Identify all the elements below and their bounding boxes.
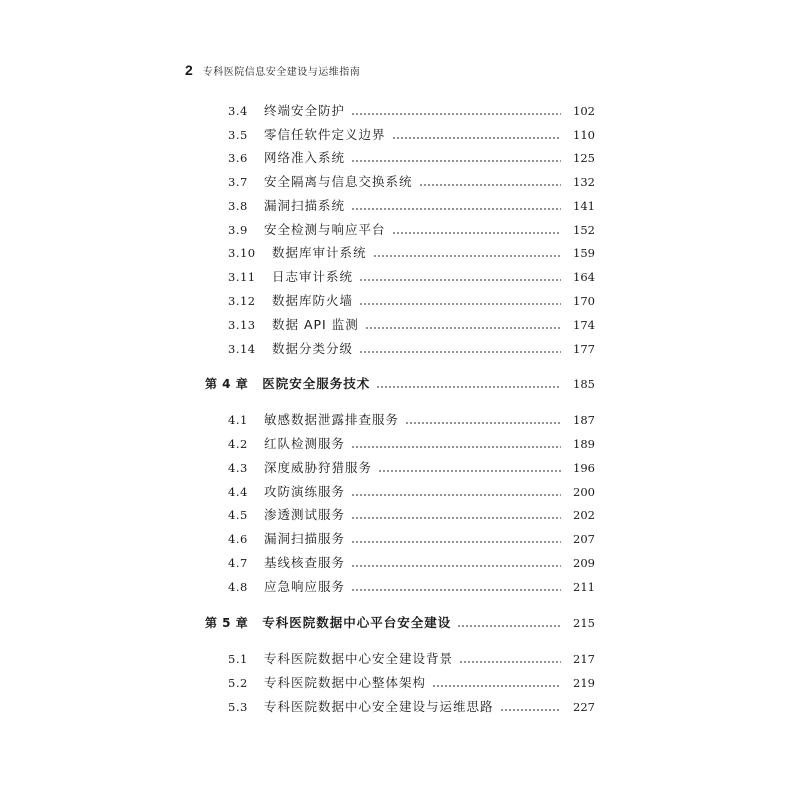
toc-entry-number: 4.3 — [228, 461, 248, 475]
running-title: 专科医院信息安全建设与运维指南 — [202, 67, 361, 78]
toc-entry-number: 4.5 — [228, 508, 248, 522]
toc-entry-number: 4.6 — [228, 532, 248, 546]
dot-leader — [359, 279, 561, 281]
toc-section-entry[interactable] — [228, 458, 595, 478]
toc-entry-page: 211 — [573, 580, 595, 594]
toc-entry-number: 4.2 — [228, 437, 248, 451]
toc-section-entry[interactable] — [228, 339, 595, 359]
toc-entry-number: 4.8 — [228, 580, 248, 594]
toc-section-entry[interactable] — [228, 673, 595, 693]
toc-entry-page: 217 — [573, 652, 595, 666]
toc-entry-page: 215 — [573, 616, 595, 630]
dot-leader — [459, 661, 561, 663]
toc-entry-title: 敏感数据泄露排查服务 — [264, 412, 400, 427]
toc-entry-title: 数据 API 监测 — [272, 317, 359, 332]
toc-entry-page: 102 — [573, 104, 595, 118]
toc-entry-number: 4.4 — [228, 485, 248, 499]
toc-section-entry[interactable] — [228, 220, 595, 240]
dot-leader — [351, 208, 561, 210]
toc-section-entry[interactable] — [228, 125, 595, 145]
toc-section-entry[interactable] — [228, 505, 595, 525]
toc-section-entry[interactable] — [228, 577, 595, 597]
dot-leader — [351, 517, 561, 519]
toc-section-entry[interactable] — [228, 434, 595, 454]
toc-entry-page: 187 — [573, 413, 595, 427]
toc-entry-title: 基线核查服务 — [264, 555, 346, 570]
toc-entry-title: 专科医院数据中心安全建设与运维思路 — [264, 699, 494, 714]
page-number: 2 — [185, 62, 193, 78]
toc-entry-page: 207 — [573, 532, 595, 546]
toc-entry-number: 3.14 — [228, 342, 256, 356]
toc-entry-title: 数据库防火墙 — [272, 293, 354, 308]
toc-entry-page: 159 — [573, 246, 595, 260]
toc-entry-number: 3.11 — [228, 270, 256, 284]
toc-entry-number: 3.6 — [228, 151, 248, 165]
dot-leader — [359, 351, 561, 353]
toc-entry-page: 174 — [573, 318, 595, 332]
toc-entry-title: 红队检测服务 — [264, 436, 346, 451]
toc-entry-title: 网络准入系统 — [264, 150, 346, 165]
toc-entry-title: 专科医院数据中心安全建设背景 — [264, 651, 454, 666]
toc-entry-title: 医院安全服务技术 — [262, 376, 371, 391]
toc-entry-number: 3.8 — [228, 199, 248, 213]
toc-entry-page: 152 — [573, 223, 595, 237]
toc-entry-title: 应急响应服务 — [264, 579, 346, 594]
toc-section-entry[interactable] — [228, 172, 595, 192]
toc-entry-title: 零信任软件定义边界 — [264, 127, 386, 142]
toc-section-entry[interactable] — [228, 148, 595, 168]
toc-entry-title: 安全检测与响应平台 — [264, 222, 386, 237]
toc-entry-number: 第 5 章 — [205, 616, 249, 630]
toc-section-entry[interactable] — [228, 482, 595, 502]
toc-section-entry[interactable] — [228, 101, 595, 121]
toc-section-entry[interactable] — [228, 697, 595, 717]
dot-leader — [419, 184, 561, 186]
toc-section-entry[interactable] — [228, 243, 595, 263]
dot-leader — [365, 327, 561, 329]
toc-chapter-entry[interactable] — [205, 374, 595, 394]
toc-entry-page: 227 — [573, 700, 595, 714]
toc-entry-number: 5.3 — [228, 700, 248, 714]
dot-leader — [432, 685, 561, 687]
toc-entry-page: 189 — [573, 437, 595, 451]
dot-leader — [351, 565, 561, 567]
dot-leader — [376, 386, 561, 388]
toc-entry-page: 219 — [573, 676, 595, 690]
toc-entry-title: 渗透测试服务 — [264, 507, 346, 522]
toc-section-entry[interactable] — [228, 267, 595, 287]
dot-leader — [392, 232, 561, 234]
toc-entry-number: 4.1 — [228, 413, 248, 427]
toc-section-entry[interactable] — [228, 315, 595, 335]
toc-entry-number: 3.13 — [228, 318, 256, 332]
toc-entry-page: 141 — [573, 199, 595, 213]
toc-section-entry[interactable] — [228, 553, 595, 573]
toc-section-entry[interactable] — [228, 196, 595, 216]
dot-leader — [351, 589, 561, 591]
toc-entry-page: 209 — [573, 556, 595, 570]
dot-leader — [405, 422, 561, 424]
toc-entry-title: 数据库审计系统 — [272, 245, 367, 260]
toc-entry-number: 3.10 — [228, 246, 256, 260]
toc-entry-title: 专科医院数据中心平台安全建设 — [262, 615, 452, 630]
toc-entry-number: 3.5 — [228, 128, 248, 142]
toc-entry-page: 170 — [573, 294, 595, 308]
toc-entry-page: 196 — [573, 461, 595, 475]
toc-section-entry[interactable] — [228, 529, 595, 549]
dot-leader — [500, 709, 561, 711]
toc-entry-page: 200 — [573, 485, 595, 499]
dot-leader — [351, 494, 561, 496]
toc-section-entry[interactable] — [228, 649, 595, 669]
toc-section-entry[interactable] — [228, 291, 595, 311]
toc-chapter-entry[interactable] — [205, 613, 595, 633]
dot-leader — [351, 446, 561, 448]
toc-section-entry[interactable] — [228, 410, 595, 430]
toc-entry-page: 125 — [573, 151, 595, 165]
toc-entry-number: 4.7 — [228, 556, 248, 570]
toc-entry-title: 漏洞扫描服务 — [264, 531, 346, 546]
dot-leader — [457, 625, 561, 627]
toc-entry-title: 安全隔离与信息交换系统 — [264, 174, 413, 189]
toc-entry-number: 3.12 — [228, 294, 256, 308]
toc-entry-number: 3.7 — [228, 175, 248, 189]
dot-leader — [351, 160, 561, 162]
toc-entry-number: 3.9 — [228, 223, 248, 237]
toc-entry-page: 164 — [573, 270, 595, 284]
toc-entry-title: 终端安全防护 — [264, 103, 346, 118]
toc-entry-title: 数据分类分级 — [272, 341, 354, 356]
toc-entry-number: 5.1 — [228, 652, 248, 666]
toc-entry-number: 第 4 章 — [205, 377, 249, 391]
dot-leader — [351, 541, 561, 543]
dot-leader — [373, 255, 561, 257]
dot-leader — [351, 113, 561, 115]
toc-entry-number: 5.2 — [228, 676, 248, 690]
toc-entry-title: 漏洞扫描系统 — [264, 198, 346, 213]
toc-entry-page: 177 — [573, 342, 595, 356]
toc-entry-page: 110 — [573, 128, 595, 142]
toc-entry-title: 日志审计系统 — [272, 269, 354, 284]
toc-entry-page: 132 — [573, 175, 595, 189]
toc-entry-page: 202 — [573, 508, 595, 522]
toc-entry-title: 专科医院数据中心整体架构 — [264, 675, 427, 690]
dot-leader — [378, 470, 561, 472]
toc-entry-page: 185 — [573, 377, 595, 391]
dot-leader — [359, 303, 561, 305]
toc-entry-number: 3.4 — [228, 104, 248, 118]
dot-leader — [392, 137, 561, 139]
toc-entry-title: 深度威胁狩猎服务 — [264, 460, 373, 475]
toc-entry-title: 攻防演练服务 — [264, 484, 346, 499]
